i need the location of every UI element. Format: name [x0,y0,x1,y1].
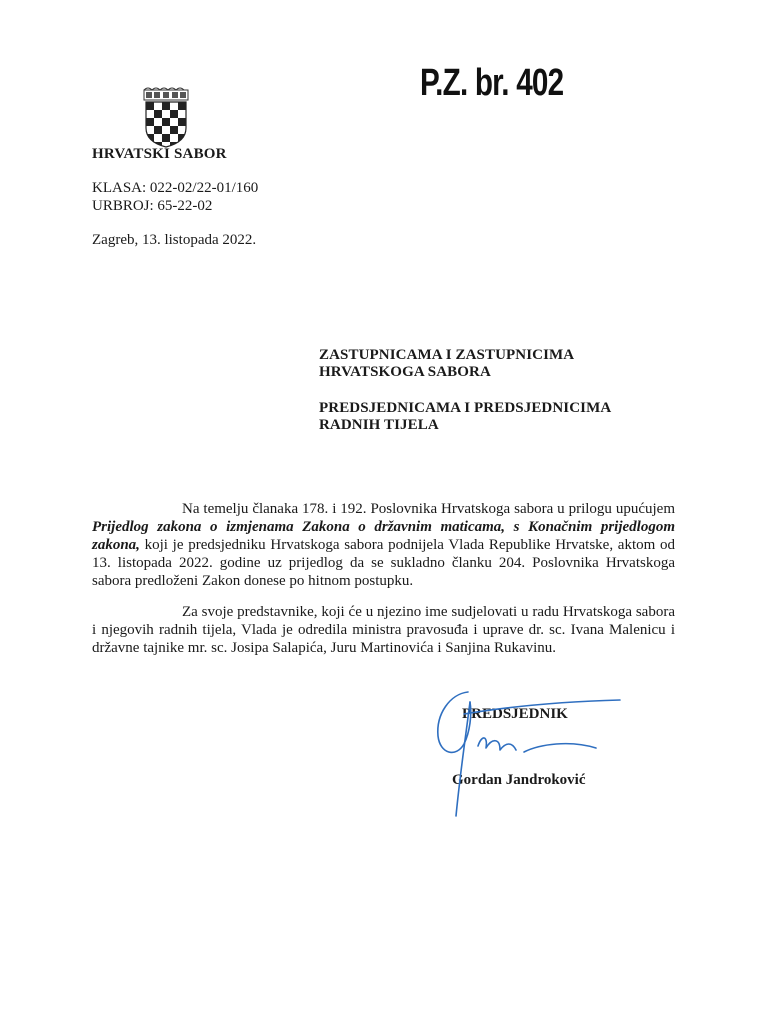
recipient-line: PREDSJEDNICAMA I PREDSJEDNICIMA [319,400,612,416]
handwritten-signature-icon [420,684,640,824]
reference-number: P.Z. br. 402 [420,62,564,104]
document-date: Zagreb, 13. listopada 2022. [92,232,257,248]
klasa-line: KLASA: 022-02/22-01/160 [92,180,259,196]
body-paragraph-2 [92,603,675,657]
body-paragraph-1 [92,500,675,590]
urbroj-line: URBROJ: 65-22-02 [92,198,213,214]
institution-name: HRVATSKI SABOR [92,146,227,162]
recipient-block-members [319,347,574,381]
signatory-name: Gordan Jandroković [452,772,586,788]
coat-of-arms-icon [140,86,192,148]
signatory-title: PREDSJEDNIK [462,706,568,722]
recipient-line: HRVATSKOGA SABORA [319,364,491,380]
recipient-block-chairs [319,400,611,434]
paragraph-text: Za svoje predstavnike, koji će u njezino ime sudjelovati u radu Hrvatskoga sabora i njegovih radnih tijela, Vlada je odredila ministra pravosuđa i uprave dr. sc. Ivana Malenicu i državne tajnike mr. sc. Josipa Salapića, Juru Martinovića i Sanjina Rukavinu. [92,604,675,656]
recipient-line: ZASTUPNICAMA I ZASTUPNICIMA [319,347,575,363]
proposal-title: Prijedlog zakona o izmjenama Zakona o državnim maticama, s Konačnim prijedlogom zakona, [92,519,675,553]
paragraph-tail: koji je predsjedniku Hrvatskoga sabora podnijela Vlada Republike Hrvatske, aktom od 13. listopada 2022. godine uz prijedlog da se sukladno članku 204. Poslovnika Hrvatskoga sabora predloženi Zakon donese po hitnom postupku. [92,537,675,589]
recipient-line: RADNIH TIJELA [319,417,439,433]
paragraph-lead: Na temelju članaka 178. i 192. Poslovnika Hrvatskoga sabora u prilogu upućujem [182,501,675,517]
